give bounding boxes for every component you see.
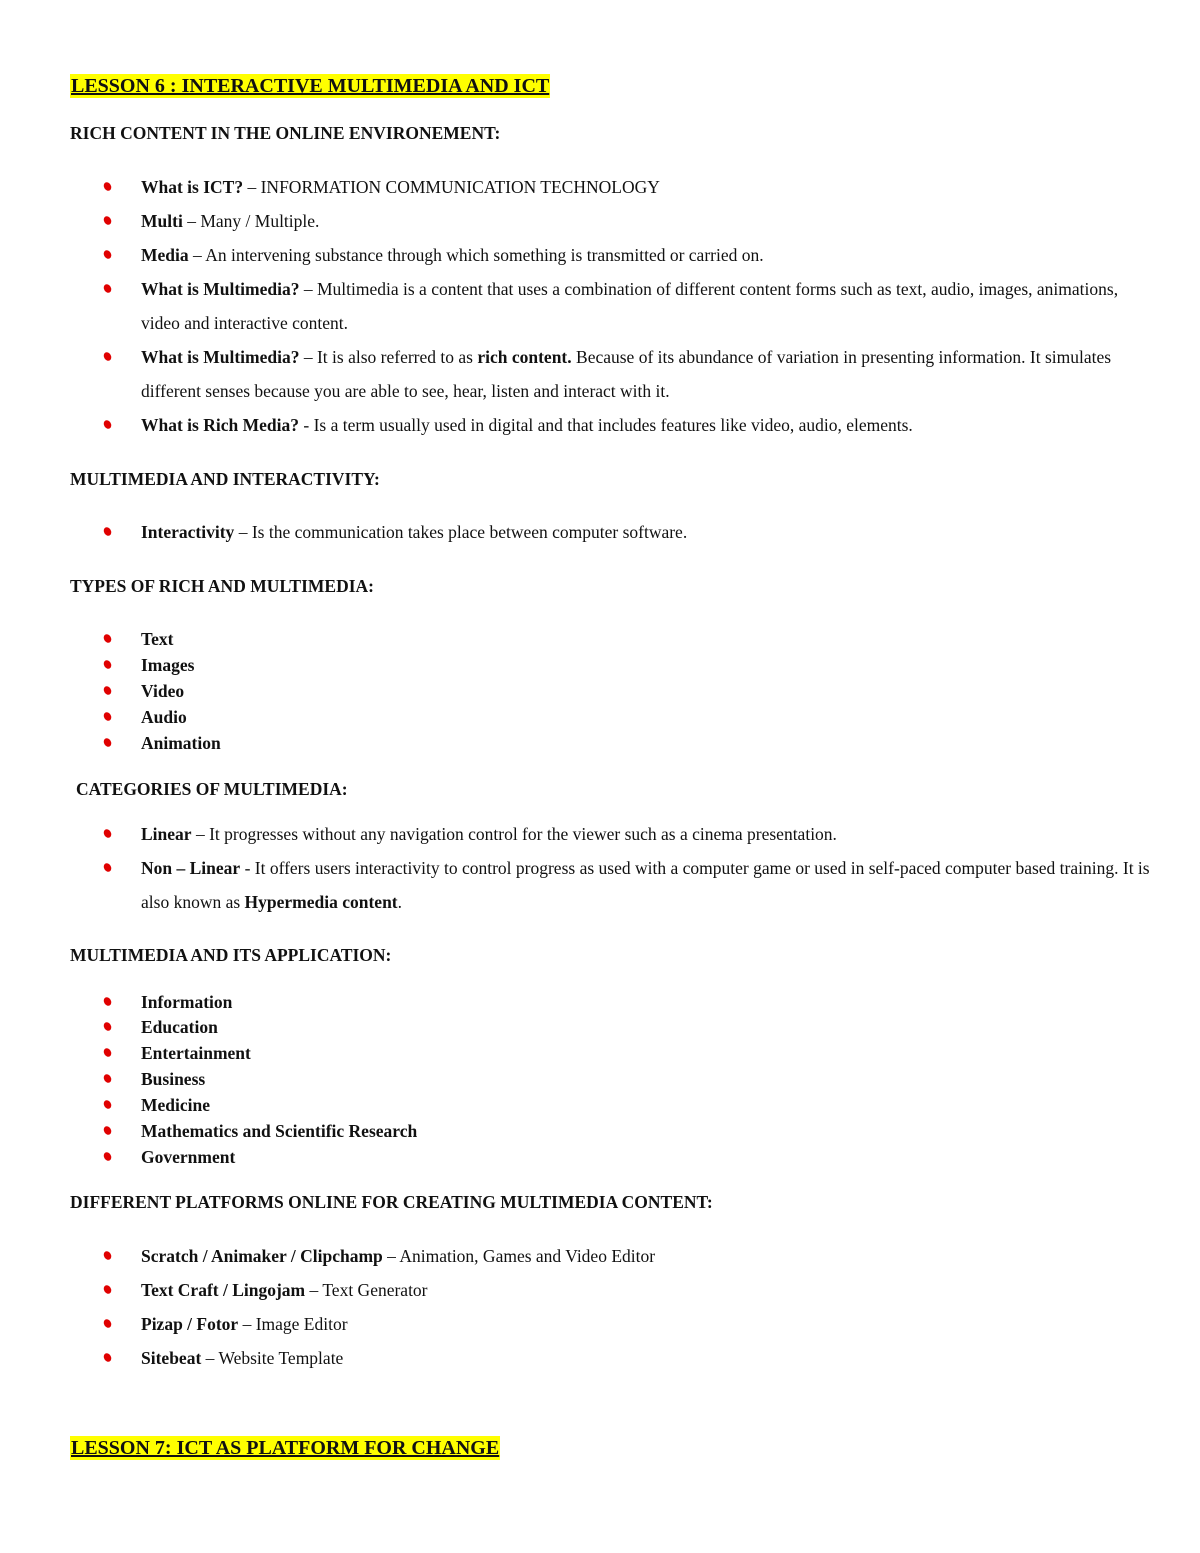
list-item: Government <box>141 1144 1151 1170</box>
bullet-icon <box>102 711 113 722</box>
section-heading-categories: CATEGORIES OF MULTIMEDIA: <box>76 779 348 799</box>
bullet-icon <box>102 1047 113 1058</box>
bullet-icon <box>102 1073 113 1084</box>
list-item: Pizap / Fotor – Image Editor <box>141 1307 1151 1341</box>
bullet-icon <box>102 1021 113 1032</box>
list-item: Text <box>141 626 1151 652</box>
list-item: What is Multimedia? – It is also referred to as rich content. Because of its abundance of variation in presenting information. It simulates different senses because you are able to see, hear, listen and interact with it. <box>141 340 1151 408</box>
bullet-icon <box>102 633 113 644</box>
bullet-icon <box>102 1099 113 1110</box>
list-item: Images <box>141 652 1151 678</box>
section-heading-rich-content: RICH CONTENT IN THE ONLINE ENVIRONEMENT: <box>70 123 501 143</box>
bullet-icon <box>102 419 113 430</box>
list-item: Information <box>141 989 1151 1015</box>
list-item: Entertainment <box>141 1040 1151 1066</box>
section-heading-types: TYPES OF RICH AND MULTIMEDIA: <box>70 576 375 596</box>
bullet-icon <box>102 1125 113 1136</box>
list-item: What is Multimedia? – Multimedia is a content that uses a combination of different content forms such as text, audio, images, animations, video and interactive content. <box>141 272 1151 340</box>
bullet-icon <box>102 351 113 362</box>
list-item: Non – Linear - It offers users interactivity to control progress as used with a computer game or used in self-paced computer based training. It is also known as Hypermedia content. <box>141 851 1151 919</box>
bullet-icon <box>102 1352 113 1363</box>
bullet-icon <box>102 215 113 226</box>
bullet-icon <box>102 1284 113 1295</box>
list-item: Medicine <box>141 1092 1151 1118</box>
list-item: Video <box>141 678 1151 704</box>
bullet-icon <box>102 862 113 873</box>
section-heading-interactivity: MULTIMEDIA AND INTERACTIVITY: <box>70 469 380 489</box>
bullet-icon <box>102 249 113 260</box>
list-item: Mathematics and Scientific Research <box>141 1118 1151 1144</box>
bullet-icon <box>102 1151 113 1162</box>
list-item: Sitebeat – Website Template <box>141 1341 1151 1375</box>
list-item: Interactivity – Is the communication takes place between computer software. <box>141 515 1151 549</box>
list-item: What is Rich Media? - Is a term usually used in digital and that includes features like video, audio, elements. <box>141 408 1151 442</box>
bullet-icon <box>102 1250 113 1261</box>
lesson-7-title: LESSON 7: ICT AS PLATFORM FOR CHANGE <box>71 1437 500 1459</box>
list-item: Animation <box>141 730 1151 756</box>
list-item: Multi – Many / Multiple. <box>141 204 1151 238</box>
list-item: Scratch / Animaker / Clipchamp – Animation, Games and Video Editor <box>141 1239 1151 1273</box>
list-item: Business <box>141 1066 1151 1092</box>
bullet-icon <box>102 685 113 696</box>
bullet-icon <box>102 181 113 192</box>
list-item: Education <box>141 1014 1151 1040</box>
list-item: What is ICT? – INFORMATION COMMUNICATION TECHNOLOGY <box>141 170 1151 204</box>
bullet-icon <box>102 1318 113 1329</box>
bullet-icon <box>102 526 113 537</box>
list-item: Audio <box>141 704 1151 730</box>
list-item: Text Craft / Lingojam – Text Generator <box>141 1273 1151 1307</box>
section-heading-platforms: DIFFERENT PLATFORMS ONLINE FOR CREATING MULTIMEDIA CONTENT: <box>70 1192 713 1212</box>
lesson-6-title: LESSON 6 : INTERACTIVE MULTIMEDIA AND ICT <box>71 75 550 97</box>
bullet-icon <box>102 737 113 748</box>
list-item: Media – An intervening substance through which something is transmitted or carried on. <box>141 238 1151 272</box>
list-item: Linear – It progresses without any navigation control for the viewer such as a cinema presentation. <box>141 817 1151 851</box>
section-heading-application: MULTIMEDIA AND ITS APPLICATION: <box>70 945 392 965</box>
bullet-icon <box>102 828 113 839</box>
bullet-icon <box>102 283 113 294</box>
bullet-icon <box>102 659 113 670</box>
bullet-icon <box>102 996 113 1007</box>
